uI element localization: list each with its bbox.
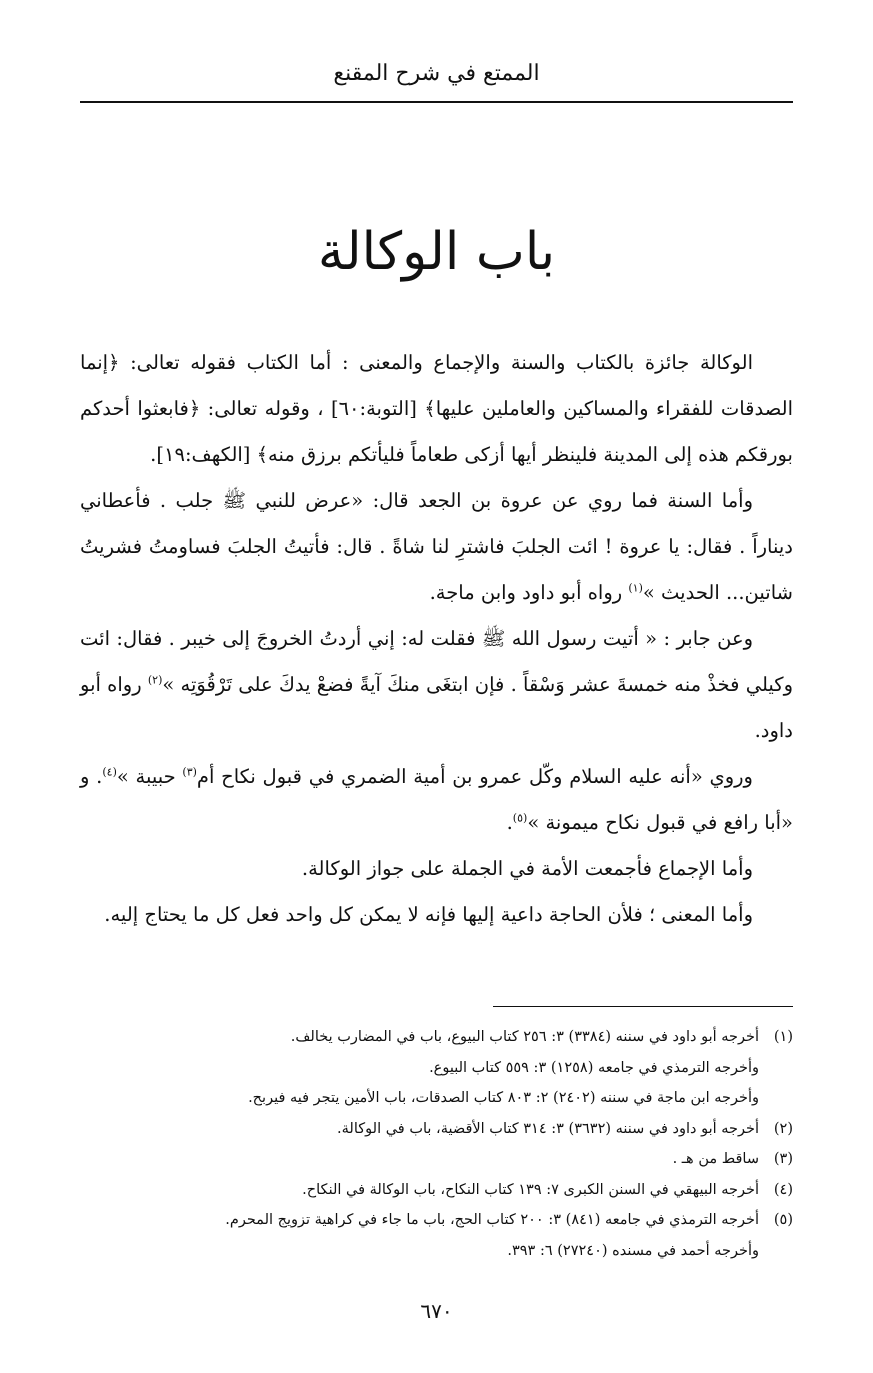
footnote-5 [80,1205,793,1236]
footnote-4 [80,1175,793,1206]
footnote-1 [80,1022,793,1053]
footnote-ref-1: (١) [628,581,643,595]
page-number: ٦٧٠ [420,1299,453,1323]
footnote-3 [80,1144,793,1175]
footnote-number: (٣) [773,1151,793,1167]
chapter-title: باب الوكالة [317,222,556,282]
footnote-ref-2: (٢) [147,673,163,687]
paragraph-4-part-c: . و «أبا رافع في قبول نكاح ميمونة » [80,765,793,834]
footnote-number: (١) [773,1029,793,1045]
running-header: الممتع في شرح المقنع [333,61,540,86]
paragraph-3-tail: رواه أبو داود. [80,673,793,742]
paragraph-2-tail: رواه أبو داود وابن ماجة. [429,581,629,604]
paragraph-5: وأما الإجماع فأجمعت الأمة في الجملة على جواز الوكالة. [301,857,753,880]
footnote-2 [80,1114,793,1145]
footnote-text: أخرجه أبو داود في سننه (٣٣٨٤) ٣: ٢٥٦ كتاب البيوع، باب في المضارب يخالف. [290,1029,759,1045]
footnote-text: وأخرجه ابن ماجة في سننه (٢٤٠٢) ٢: ٨٠٣ كتاب الصدقات، باب الأمين يتجر فيه فيربح. [248,1090,759,1106]
header-rule [80,101,793,103]
paragraph-4-part-b: حبيبة » [116,765,183,788]
footnote-text: أخرجه أبو داود في سننه (٣٦٣٢) ٣: ٣١٤ كتاب الأقضية، باب في الوكالة. [337,1120,759,1137]
paragraph-3 [80,616,793,754]
footnote-5-continuation [80,1236,793,1267]
footnote-number: (٢) [773,1120,793,1137]
paragraph-2 [80,478,793,616]
footnote-text: وأخرجه أحمد في مسنده (٢٧٢٤٠) ٦: ٣٩٣. [507,1242,759,1259]
footnote-1-continuation [80,1083,793,1114]
footnote-rule [493,1006,793,1007]
footnote-ref-5: (٥) [512,811,528,825]
footnote-text: أخرجه الترمذي في جامعه (٨٤١) ٣: ٢٠٠ كتاب الحج، باب ما جاء في كراهية تزويج المحرم. [225,1212,759,1228]
footnote-text: ساقط من هـ . [672,1151,759,1167]
footnotes [80,1022,793,1266]
footnote-number: (٤) [773,1181,793,1198]
paragraph-3-text: وعن جابر : « أتيت رسول الله ﷺ فقلت له: إني أردتُ الخروجَ إلى خيبر . فقال: ائت وكيلي فخذْ منه خمسةَ عشر وَسْقاً . فإن ابتغَى منكَ آيةً فضعْ يدكَ على تَرْقُوَتِه » [80,627,793,696]
footnote-text: وأخرجه الترمذي في جامعه (١٢٥٨) ٣: ٥٥٩ كتاب البيوع. [429,1059,759,1076]
footnote-ref-3: (٣) [182,765,197,779]
paragraph-4-part-d: . [506,811,513,834]
footnote-text: أخرجه البيهقي في السنن الكبرى ٧: ١٣٩ كتاب النكاح، باب الوكالة في النكاح. [302,1181,759,1198]
paragraph-4-part-a: وروي «أنه عليه السلام وكّل عمرو بن أمية الضمري في قبول نكاح أم [196,765,753,788]
footnote-1-continuation [80,1053,793,1084]
footnote-number: (٥) [773,1212,793,1228]
body-text [80,340,793,938]
paragraph-6: وأما المعنى ؛ فلأن الحاجة داعية إليها فإنه لا يمكن كل واحد فعل كل ما يحتاج إليه. [104,903,753,926]
paragraph-4 [80,754,793,846]
paragraph-1: الوكالة جائزة بالكتاب والسنة والإجماع والمعنى : أما الكتاب فقوله تعالى: ﴿إنما الصدقات للفقراء والمساكين والعاملين عليها﴾ [التوبة:٦٠] ، وقوله تعالى: ﴿فابعثوا أحدكم بورقكم هذه إلى المدينة فلينظر أيها أزكى طعاماً فليأتكم برزق منه﴾ [الكهف:١٩]. [80,351,794,466]
paragraph-2-text: وأما السنة فما روي عن عروة بن الجعد قال: «عرض للنبي ﷺ جلب . فأعطاني ديناراً . فقال: يا عروة ! ائت الجلبَ فاشترِ لنا شاةً . قال: فأتيتُ الجلبَ فساومتُ فشريتُ شاتين... الحديث » [80,489,793,604]
footnote-ref-4: (٤) [102,765,117,779]
